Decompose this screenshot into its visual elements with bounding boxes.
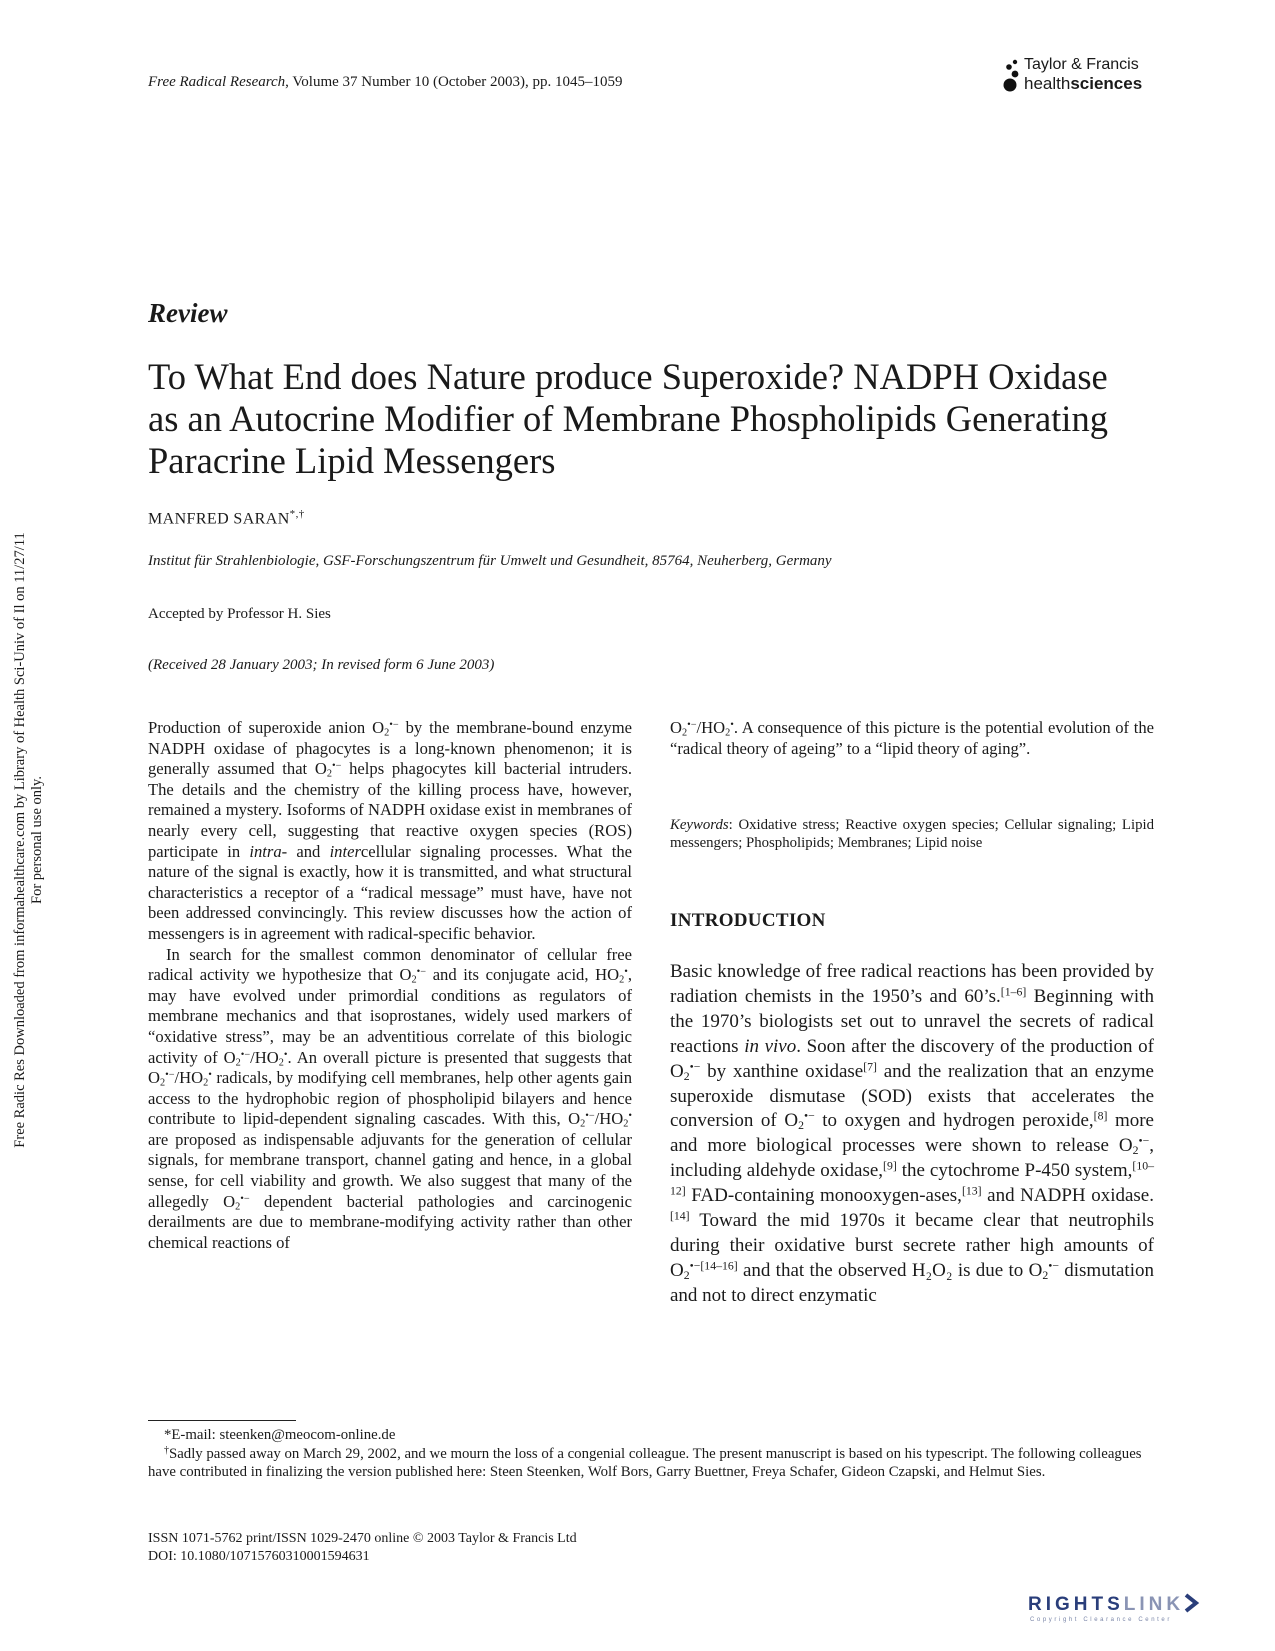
issn-doi xyxy=(148,1530,577,1566)
author-line xyxy=(148,508,305,528)
watermark-line-1: Free Radic Res Downloaded from informahealthcare.com by Library of Health Sci-Univ of Il on 11/27/11 xyxy=(12,532,28,1148)
author-marks: *,† xyxy=(289,508,305,520)
publisher-logo xyxy=(1002,56,1162,96)
publisher-dots-icon xyxy=(1002,58,1022,94)
journal-citation xyxy=(148,74,623,91)
superoxide-symbol: $O_2^{•-}$ xyxy=(784,1109,815,1133)
watermark-line-2: For personal use only. xyxy=(29,776,45,904)
citation: [8] xyxy=(1093,1109,1108,1123)
download-watermark xyxy=(0,0,58,1651)
rightslink-tagline: Copyright Clearance Center xyxy=(1030,1617,1172,1623)
abstract-paragraph-1: Production of superoxide anion $O_2^{•-}$ by the membrane-bound enzyme NADPH oxidase of phagocytes is a long-known phenomenon; it is generally assumed that $O_2^{•-}$ helps phagocytes kill bacterial intruders. The details and the chemistry of the killing process have, however, remained a mystery. Isoforms of NADPH oxidase exist in membranes of nearly every cell, suggesting that reactive oxygen species (ROS) participate in intra- and intercellular signaling processes. What the nature of the signal is exactly, how it is transmitted, and what structural characteristics a receptor of a “radical message” must have, have not been addressed convincingly. This review discusses how the action of messengers is in agreement with radical-specific behavior. xyxy=(148,718,632,943)
abstract-continuation: $O_2^{•-}/HO_2^•$. A consequence of this picture is the potential evolution of the “radical theory of ageing” to a “lipid theory of aging”. xyxy=(670,718,1154,758)
hydroperoxyl-symbol: $HO_2^•$ xyxy=(595,965,628,986)
footnote-email: *E-mail: steenken@meocom-online.de xyxy=(164,1427,396,1443)
journal-name: Free Radical Research xyxy=(148,74,286,90)
rightslink-chevron-icon xyxy=(1182,1593,1204,1613)
accepted-by: Accepted by Professor H. Sies xyxy=(148,606,331,622)
received-dates: (Received 28 January 2003; In revised form 6 June 2003) xyxy=(148,657,495,673)
footnote-memorial: †Sadly passed away on March 29, 2002, and we mourn the loss of a congenial colleague. The present manuscript is based on his typescript. The following colleagues have contributed in finalizing the version published here: Steen Steenken, Wolf Bors, Garry Buettner, Freya Schafer, Gideon Czapski, and Helmut Sies. xyxy=(148,1444,1142,1481)
superoxide-pair-symbol: $O_2^{•-}/HO_2^•$ xyxy=(148,1068,212,1089)
introduction-body: Basic knowledge of free radical reactions has been provided by radiation chemists in the 1950’s and 60’s.[1–6] Beginning with the 1970’s biologists set out to unravel the secrets of radical reactions in vivo. Soon after the discovery of the production of $O_2^{•-}$ by xanthine oxidase[7] and the realization that an enzyme superoxide dismutase (SOD) exists that accelerates the conversion of $O_2^{•-}$ to oxygen and hydrogen peroxide,[8] more and more biological processes were shown to release $O_2^{•-}$, including aldehyde oxidase,[9] the cytochrome P-450 system,[10–12] FAD-containing monooxygen-ases,[13] and NADPH oxidase.[14] Toward the mid 1970s it became clear that neutrophils during their oxidative burst secrete rather high amounts of $O_2^{•-[14-16]}$ and that the observed H₂O₂ is due to $O_2^{•-}$ dismutation and not to direct enzymatic xyxy=(670,961,1154,1306)
superoxide-symbol: $O_2^{•-}$ xyxy=(670,1060,701,1083)
citation: [10–12] xyxy=(670,1159,1154,1198)
citation: [14] xyxy=(670,1209,690,1223)
rightslink-logo xyxy=(1028,1593,1258,1629)
citation: [9] xyxy=(883,1159,897,1173)
superoxide-symbol: $O_2^{•-}$ xyxy=(372,718,399,739)
keywords-label: Keywords xyxy=(670,817,729,833)
superoxide-symbol: $O_2^{•-}$ xyxy=(399,965,427,986)
keywords xyxy=(670,816,1154,852)
abstract xyxy=(148,718,632,1253)
article-title: To What End does Nature produce Superoxide? NADPH Oxidase as an Autocrine Modifier of Membrane Phospholipids Generating Paracrine Lipid Messengers xyxy=(148,356,1108,481)
abstract-paragraph-2: In search for the smallest common denominator of cellular free radical activity we hypothesize that $O_2^{•-}$ and its conjugate acid, $HO_2^•$, may have evolved under primordial conditions as regulators of membrane mechanics and that isoprostanes, widely used markers of “oxidative stress”, may be an adventitious correlate of this biologic activity of $O_2^{•-}/HO_2^•$. An overall picture is presented that suggests that $O_2^{•-}/HO_2^•$ radicals, by modifying cell membranes, help other agents gain access to the hydrophobic region of phospholipid bilayers and hence contribute to lipid-dependent signaling cascades. With this, $O_2^{•-}/HO_2^•$ are proposed as indispensable adjuvants for the generation of cellular signals, for membrane transport, channel gating and hence, in a global sense, for cell viability and growth. We also suggest that many of the allegedly $O_2^{•-}$ dependent bacterial pathologies and carcinogenic derailments are due to membrane-modifying activity rather than other chemical reactions of xyxy=(148,944,632,1252)
keywords-list: : Oxidative stress; Reactive oxygen species; Cellular signaling; Lipid messengers; Phospholipids; Membranes; Lipid noise xyxy=(670,817,1154,851)
superoxide-pair-symbol: $O_2^{•-}/HO_2^•$ xyxy=(568,1109,632,1130)
rightslink-wordmark: RIGHTSLINK xyxy=(1028,1593,1204,1616)
citation: [1–6] xyxy=(1000,985,1027,999)
article-type: Review xyxy=(148,298,228,328)
author-name: MANFRED SARAN xyxy=(148,510,290,528)
citation: [7] xyxy=(863,1060,877,1074)
superoxide-pair-symbol: $O_2^{•-}/HO_2^•$ xyxy=(223,1047,288,1069)
superoxide-symbol: $O_2^{•-}$ xyxy=(314,759,342,780)
footnote-rule xyxy=(148,1420,296,1421)
section-heading-introduction: INTRODUCTION xyxy=(670,910,826,931)
superoxide-symbol: $O_2^{•-}$ xyxy=(223,1191,250,1213)
citation: [14–16] xyxy=(700,1259,738,1273)
citation: [13] xyxy=(961,1184,982,1198)
hydrogen-peroxide-symbol: H₂O₂ xyxy=(911,1259,953,1281)
superoxide-pair-symbol: $O_2^{•-}/HO_2^•$ xyxy=(670,718,734,739)
publisher-division: healthsciences xyxy=(1024,74,1143,93)
journal-issue: , Volume 37 Number 10 (October 2003), pp. 1045–1059 xyxy=(285,74,623,90)
issn-line: ISSN 1071-5762 print/ISSN 1029-2470 online © 2003 Taylor & Francis Ltd xyxy=(148,1531,577,1546)
doi-line: DOI: 10.1080/10715760310001594631 xyxy=(148,1549,370,1564)
footnotes xyxy=(148,1426,1156,1482)
superoxide-symbol: $O_2^{•-}$ xyxy=(1028,1259,1059,1282)
affiliation: Institut für Strahlenbiologie, GSF-Forschungszentrum für Umwelt und Gesundheit, 85764, Neuherberg, Germany xyxy=(148,553,832,569)
superoxide-symbol: $O_2^{•-}$ xyxy=(670,1259,701,1282)
superoxide-symbol: $O_2^{•-}$ xyxy=(1118,1134,1150,1158)
publisher-name: Taylor & Francis xyxy=(1024,56,1139,73)
